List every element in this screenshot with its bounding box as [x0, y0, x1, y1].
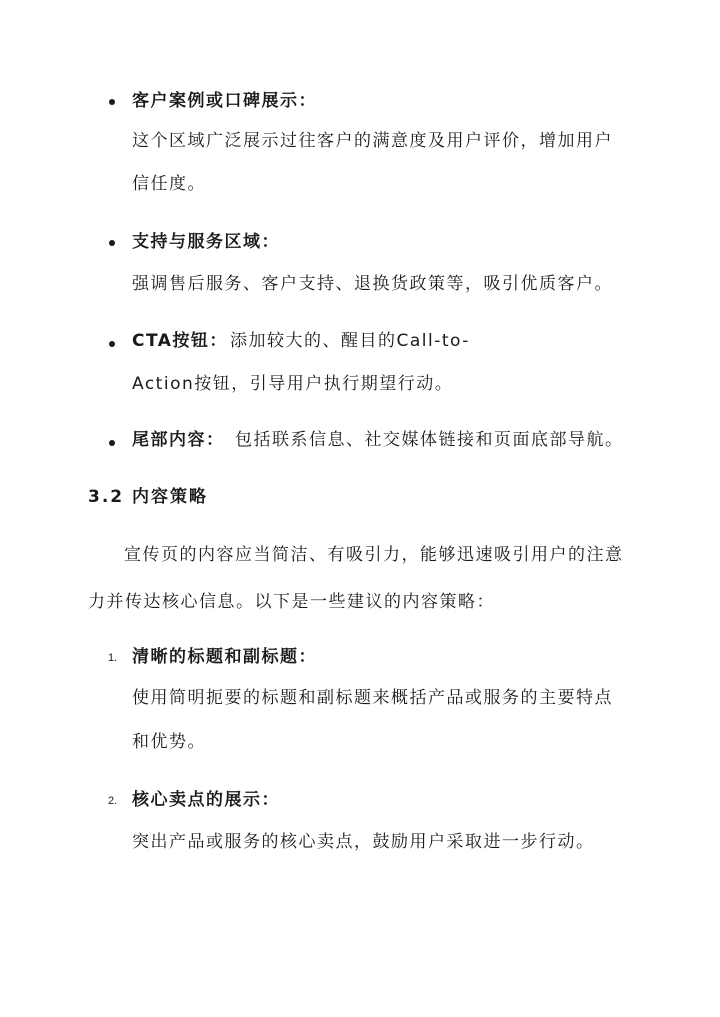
numbered-title-selling-points: 核心卖点的展示：	[132, 790, 280, 810]
section-paragraph-line: 力并传达核心信息。以下是一些建议的内容策略：	[88, 592, 495, 612]
numbered-text-line: 突出产品或服务的核心卖点，鼓励用户采取进一步行动。	[132, 832, 595, 852]
bullet-text-line: 这个区域广泛展示过往客户的满意度及用户评价，增加用户	[132, 131, 613, 151]
numbered-text-line: 和优势。	[132, 732, 206, 752]
bullet-dot	[109, 341, 115, 347]
section-paragraph-line: 宣传页的内容应当简洁、有吸引力，能够迅速吸引用户的注意	[124, 545, 624, 565]
bullet-dot	[109, 99, 115, 105]
bullet-dot	[109, 440, 115, 446]
list-number: 2.	[108, 795, 118, 807]
bullet-title-support: 支持与服务区域：	[132, 232, 280, 252]
bullet-title-footer: 尾部内容：	[132, 430, 225, 450]
numbered-text-line: 使用简明扼要的标题和副标题来概括产品或服务的主要特点	[132, 688, 613, 708]
bullet-text-line: 信任度。	[132, 174, 206, 194]
bullet-title-customer-cases: 客户案例或口碑展示：	[132, 91, 317, 111]
bullet-title-cta: CTA按钮：	[132, 331, 228, 351]
bullet-dot	[109, 240, 115, 246]
bullet-inline-text: 添加较大的、醒目的Call-to-	[230, 331, 470, 351]
bullet-text-line: Action按钮，引导用户执行期望行动。	[132, 374, 454, 394]
bullet-inline-text: 包括联系信息、社交媒体链接和页面底部导航。	[235, 430, 624, 450]
bullet-text-line: 强调售后服务、客户支持、退换货政策等，吸引优质客户。	[132, 274, 613, 294]
section-heading: 3.2 内容策略	[88, 487, 209, 507]
list-number: 1.	[108, 652, 118, 664]
numbered-title-headings: 清晰的标题和副标题：	[132, 647, 317, 667]
